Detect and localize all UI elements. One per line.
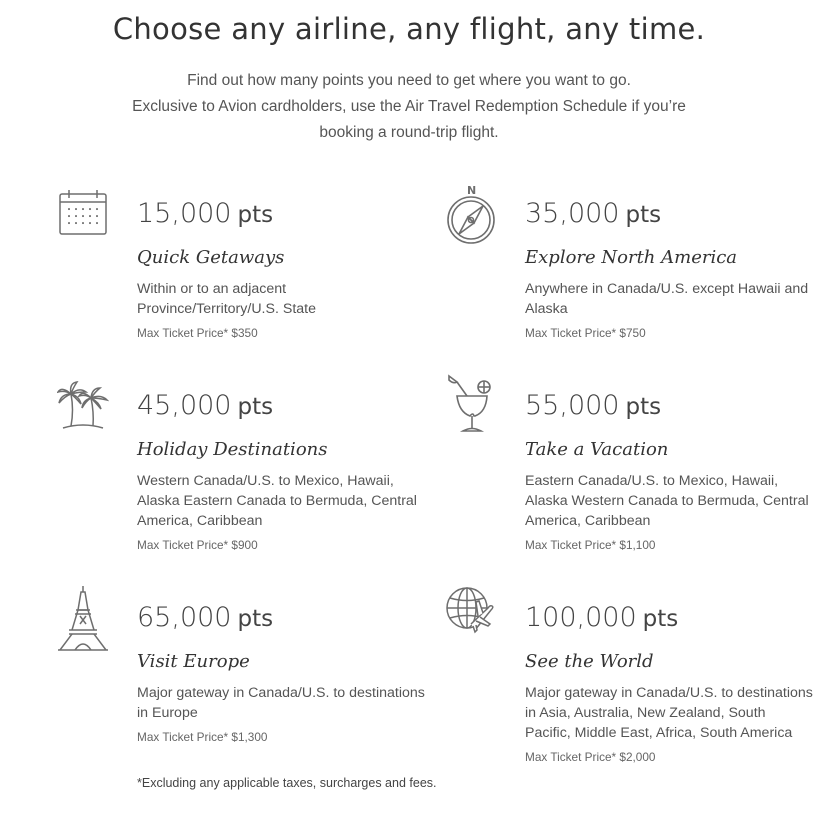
intro-line: Find out how many points you need to get where you want to go. <box>187 72 631 89</box>
tier-description: Eastern Canada/U.S. to Mexico, Hawaii, Alaska Western Canada to Bermuda, Central America, Caribbean <box>525 473 809 529</box>
points-value: 15,000 pts <box>137 198 274 229</box>
footnote: *Excluding any applicable taxes, surcharges and fees. <box>137 776 437 790</box>
max-ticket-price: Max Ticket Price* $2,000 <box>525 750 656 764</box>
tier-name: Holiday Destinations <box>137 439 328 460</box>
intro-line: booking a round-trip flight. <box>319 124 499 141</box>
tier-holiday-destinations <box>137 388 427 552</box>
points-value: 100,000 pts <box>525 602 679 633</box>
tier-explore-north-america <box>467 184 815 340</box>
compass-icon <box>445 184 497 244</box>
max-ticket-price: Max Ticket Price* $750 <box>525 326 646 340</box>
intro-text <box>0 68 818 146</box>
tier-quick-getaways <box>137 196 427 340</box>
cocktail-icon <box>445 374 497 436</box>
tier-description: Major gateway in Canada/U.S. to destinations in Asia, Australia, New Zealand, South Pacific, Middle East, Africa, South America <box>525 685 813 741</box>
tier-visit-europe <box>137 600 427 744</box>
page-title: Choose any airline, any flight, any time. <box>112 12 706 46</box>
points-value: 35,000 pts <box>525 198 662 229</box>
tier-description: Within or to an adjacent Province/Territory/U.S. State <box>137 281 316 317</box>
max-ticket-price: Max Ticket Price* $1,300 <box>137 730 268 744</box>
tier-name: Visit Europe <box>137 651 250 672</box>
tier-description: Western Canada/U.S. to Mexico, Hawaii, Alaska Eastern Canada to Bermuda, Central America, Caribbean <box>137 473 417 529</box>
palm-trees-icon <box>57 380 109 432</box>
points-value: 45,000 pts <box>137 390 274 421</box>
max-ticket-price: Max Ticket Price* $900 <box>137 538 258 552</box>
tier-name: Take a Vacation <box>525 439 669 460</box>
tier-take-a-vacation <box>525 388 815 552</box>
points-value: 65,000 pts <box>137 602 274 633</box>
max-ticket-price: Max Ticket Price* $350 <box>137 326 258 340</box>
tier-description: Anywhere in Canada/U.S. except Hawaii and Alaska <box>525 281 809 317</box>
globe-plane-icon <box>445 586 497 638</box>
tier-name: Quick Getaways <box>137 247 285 268</box>
tier-see-the-world <box>525 600 815 764</box>
eiffel-tower-icon <box>57 586 109 652</box>
max-ticket-price: Max Ticket Price* $1,100 <box>525 538 656 552</box>
calendar-icon <box>57 188 109 240</box>
compass-n-label: N <box>467 184 477 197</box>
points-value: 55,000 pts <box>525 390 662 421</box>
intro-line: Exclusive to Avion cardholders, use the Air Travel Redemption Schedule if you’re <box>132 98 686 115</box>
tier-name: Explore North America <box>525 247 738 268</box>
tier-name: See the World <box>525 651 654 672</box>
tier-description: Major gateway in Canada/U.S. to destinations in Europe <box>137 685 425 721</box>
